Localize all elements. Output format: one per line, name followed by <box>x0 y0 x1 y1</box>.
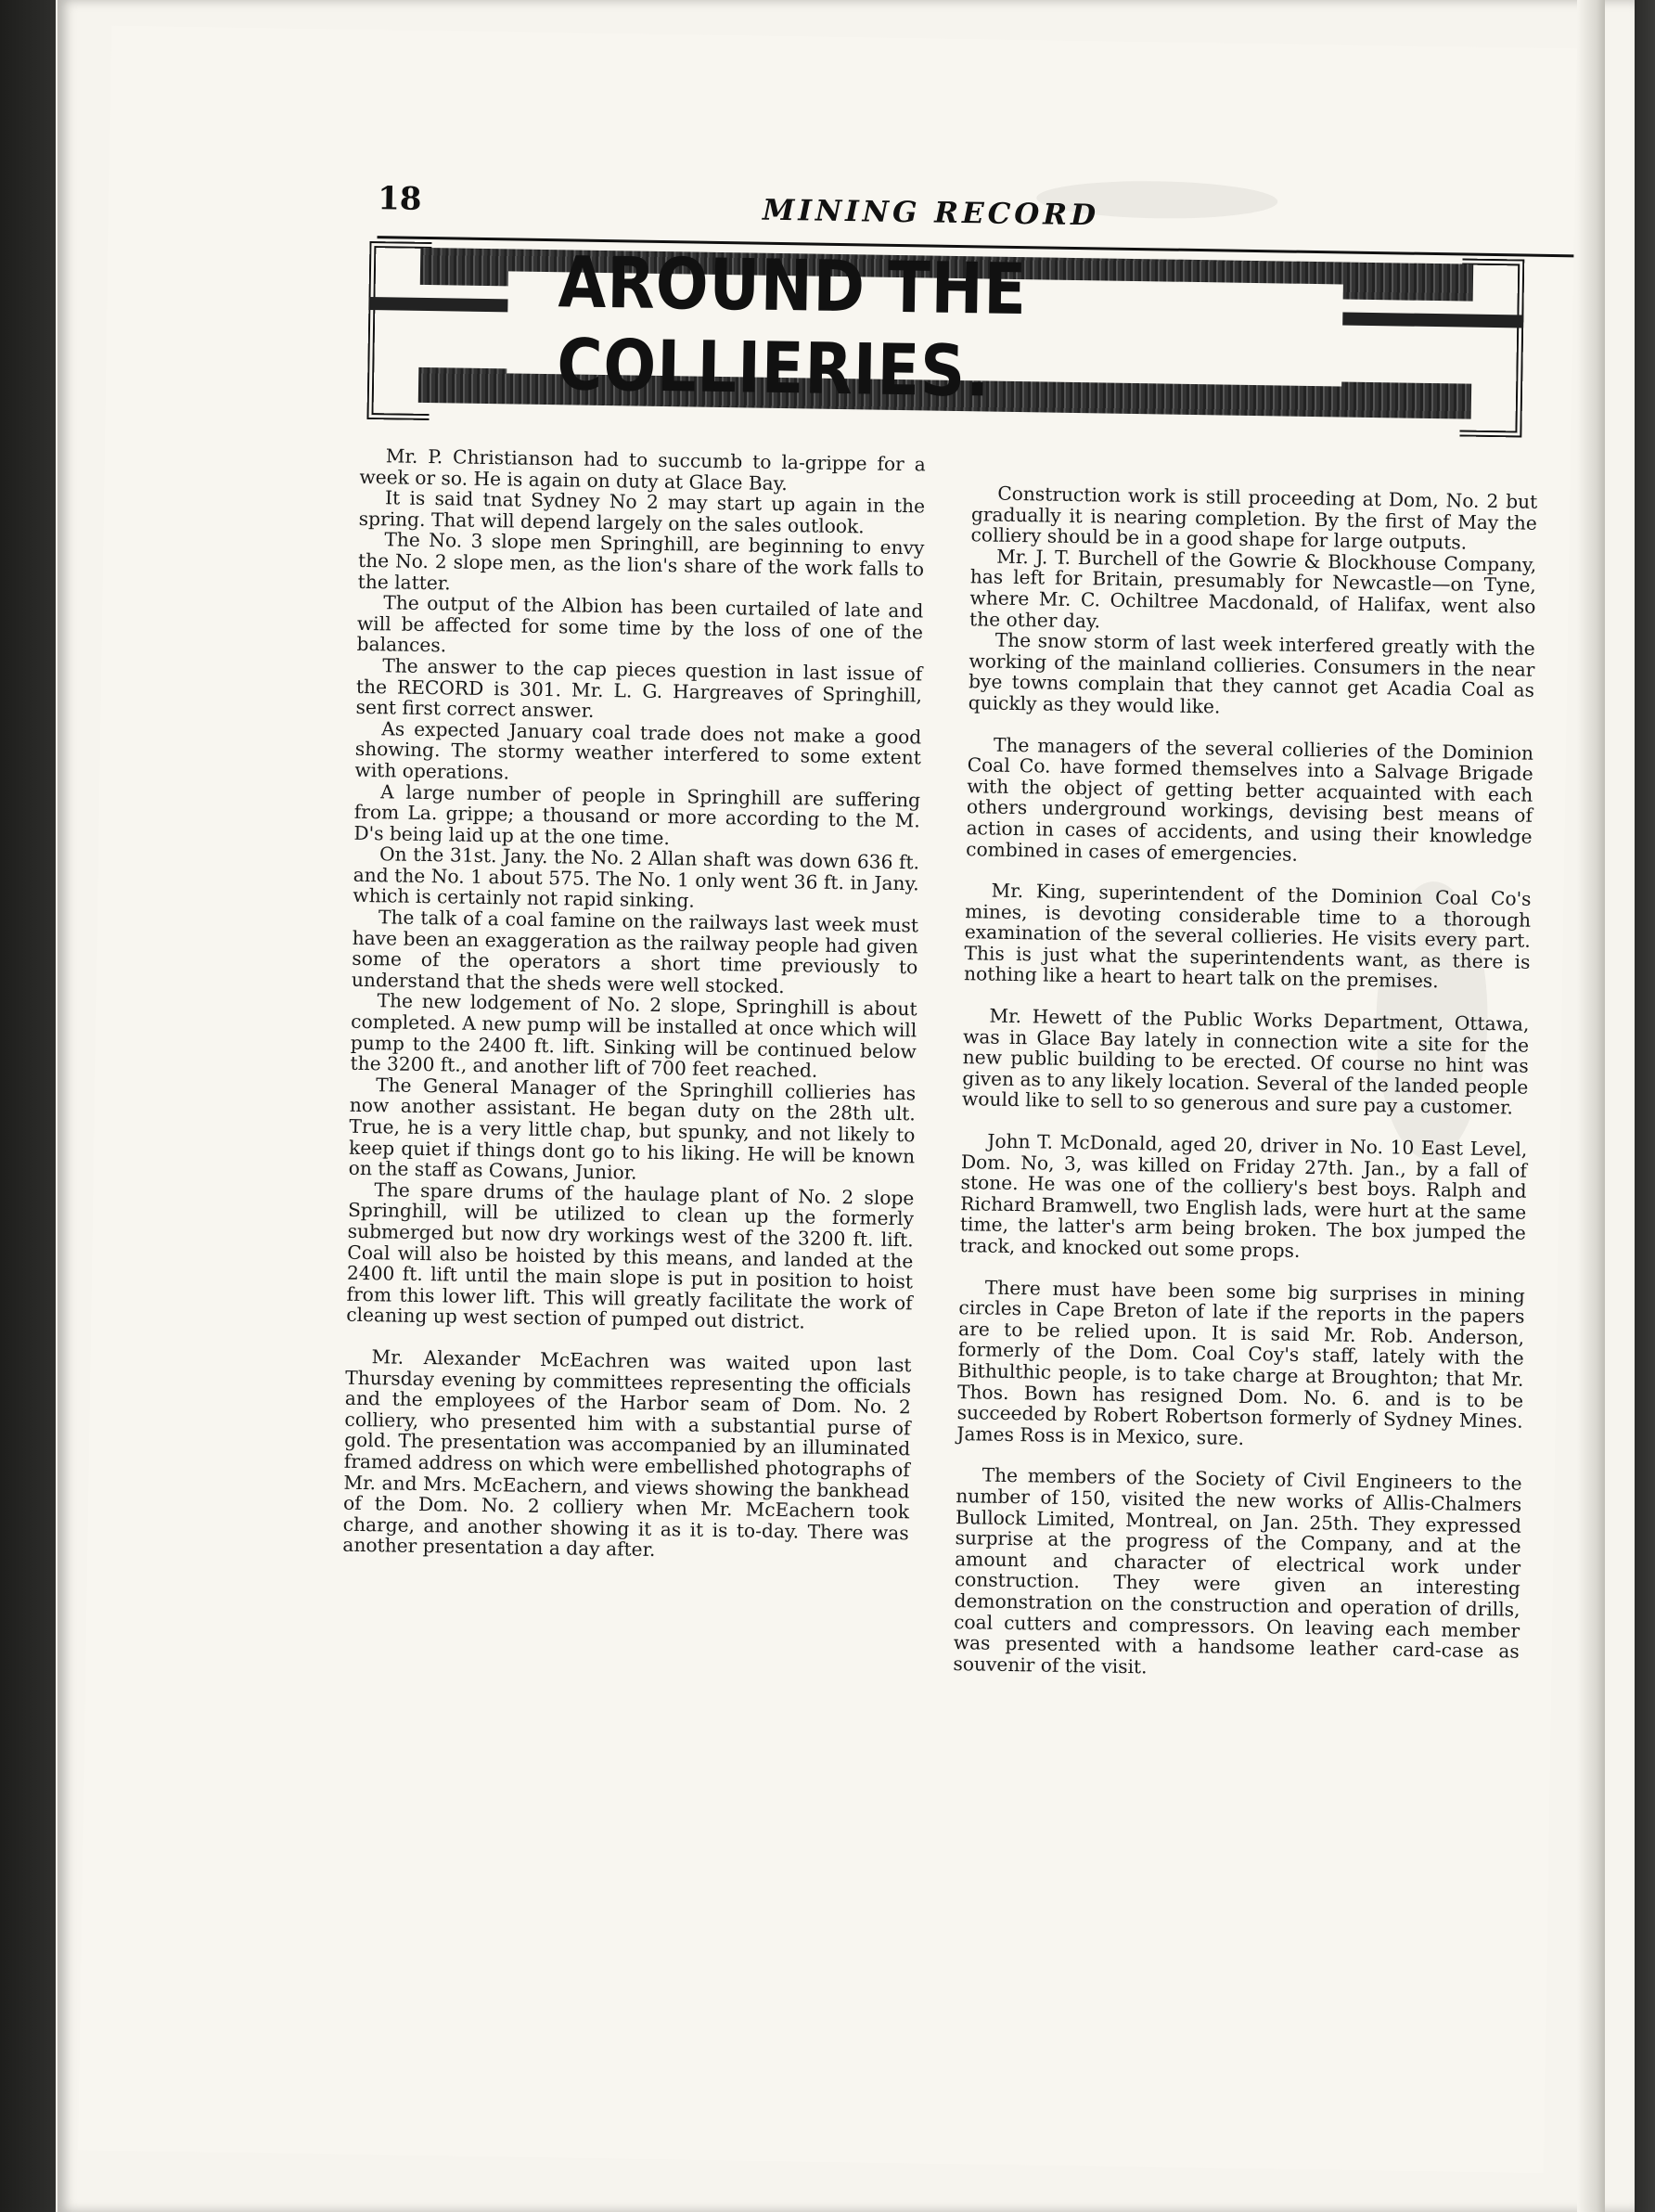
paragraph: There must have been some big surprises in mining circles in Cape Breton of late if the reports in the papers are to be relied upon. It is said Mr. Rob. Anderson, formerly of the Dom. Coal Coy's staff, lately with the Bithulthic people, is to take charge at Broughton; that Mr. Thos. Bown has resigned Dom. No. 6. and is to be succeeded by Robert Robertson formerly of Sydney Mines. James Ross is in Mexico, sure. <box>956 1276 1525 1449</box>
section-banner <box>366 241 1524 436</box>
left-column <box>342 445 926 1564</box>
paragraph: The snow storm of last week interfered greatly with the working of the mainland collieries. Consumers in the near bye towns complain that they cannot get Acadia Coal as quickly as they would like. <box>968 628 1535 718</box>
paragraph: The managers of the several collieries of the Dominion Coal Co. have formed themselves into a Salvage Brigade with the object of getting better acquainted with each others underground workings, devising best means of action in cases of accidents, and using their knowledge combined in cases of emergencies. <box>966 733 1534 866</box>
paragraph: Mr. King, superintendent of the Dominion Coal Co's mines, is devoting considerable time to a thorough examination of the several collieries. He visits every part. This is just what the superintendents want, as there is nothing like a heart to heart talk on the premises. <box>963 879 1532 993</box>
paragraph: The General Manager of the Springhill collieries has now another assistant. He began duty on the 28th ult. True, he is a very little chap, but spunky, and not likely to keep quiet if things dont go to his liking. He will be known on the staff as Cowans, Junior. <box>348 1074 917 1184</box>
paragraph: Construction work is still proceeding at Dom, No. 2 but gradually it is nearing completion. By the first of May the colliery should be in a good shape for large outputs. <box>970 482 1538 554</box>
paragraph: As expected January coal trade does not make a good showing. The stormy weather interfered to some extent with operations. <box>354 716 922 784</box>
paragraph: The new lodgement of No. 2 slope, Springhill is about completed. A new pump will be installed at once which will pump to the 2400 ft. lift. Sinking will be continued below the 3200 ft., and another lift of 700 feet reached. <box>350 989 917 1082</box>
paragraph: Mr. Hewett of the Public Works Department, Ottawa, was in Glace Bay lately in connection wite a site for the new public building to be erected. Of course no hint was given as to any likely location. Several of the landed people would like to sell to so generous and sure pay a customer. <box>961 1004 1530 1119</box>
paragraph: Mr. Alexander McEachren was waited upon last Thursday evening by committees representing the officials and the employees of the Harbor seam of Dom. No. 2 colliery, who presented him with a substantial purse of gold. The presentation was accompanied by an illuminated framed address on which were embellished photographs of Mr. and Mrs. McEachern, and views showing the bankhead of the Dom. No. 2 colliery when Mr. McEachern took charge, and another showing it as it is to-day. There was another presentation a day after. <box>342 1345 912 1562</box>
running-title: MINING RECORD <box>762 193 1100 233</box>
paragraph: A large number of people in Springhill are suffering from La. grippe; a thousand or more according to the M. D's being laid up at the one time. <box>353 779 921 849</box>
paragraph: The No. 3 slope men Springhill, are beginning to envy the No. 2 slope men, as the lion's share of the work falls to the latter. <box>357 528 925 594</box>
paragraph: On the 31st. Jany. the No. 2 Allan shaft was down 636 ft. and the No. 1 about 575. The No. 1 only went 36 ft. in Jany. which is certainly not rapid sinking. <box>353 842 920 913</box>
paragraph: The talk of a coal famine on the railways last week must have been an exaggeration as the railway people had given some of the operators a short time previously to understand that the sheds were well stocked. <box>351 906 919 997</box>
section-title: AROUND THE COLLIERIES. <box>556 240 1028 413</box>
paragraph: Mr. P. Christianson had to succumb to la-grippe for a week or so. He is again on duty at Glace Bay. <box>359 444 926 495</box>
paragraph: The answer to the cap pieces question in last issue of the RECORD is 301. Mr. L. G. Hargreaves of Springhill, sent first correct answer. <box>355 654 923 722</box>
paragraph: The members of the Society of Civil Engineers to the number of 150, visited the new works of Allis-Chalmers Bullock Limited, Montreal, on Jan. 25th. They expressed surprise at the progress of the Company, and at the amount and character of electrical work under construction. They were given an interesting demonstration on the construction and operation of drills, coal cutters and compressors. On leaving each member was presented with a handsome leather card-case as souvenir of the visit. <box>953 1463 1522 1678</box>
paragraph: John T. McDonald, aged 20, driver in No. 10 East Level, Dom. No, 3, was killed on Friday 27th. Jan., by a fall of stone. He was one of the colliery's best boys. Ralph and Richard Bramwell, two English lads, were hurt at the same time, the latter's arm being broken. The box jumped the track, and knocked out some props. <box>959 1129 1528 1262</box>
paragraph: It is said tnat Sydney No 2 may start up again in the spring. That will depend largely on the sales outlook. <box>358 486 926 538</box>
page-fold-shadow <box>1577 0 1605 2212</box>
paragraph: Mr. J. T. Burchell of the Gowrie & Blockhouse Company, has left for Britain, presumably for Newcastle—on Tyne, where Mr. C. Ochiltree Macdonald, of Halifax, went also the other day. <box>969 545 1537 632</box>
paragraph: The spare drums of the haulage plant of No. 2 slope Springhill, will be utilized to clean up the formerly submerged but now dry workings west of the 3200 ft. lift. Coal will also be hoisted by this means, and landed at the 2400 ft. lift until the main slope is put in position to hoist from this lower lift. This will greatly facilitate the work of cleaning up west section of pumped out district. <box>346 1177 915 1333</box>
banner-title-plate <box>507 240 1343 413</box>
magazine-page <box>78 26 1577 2174</box>
page-number: 18 <box>377 180 422 218</box>
paragraph: The output of the Albion has been curtailed of late and will be affected for some time by the loss of one of the balances. <box>356 591 924 657</box>
